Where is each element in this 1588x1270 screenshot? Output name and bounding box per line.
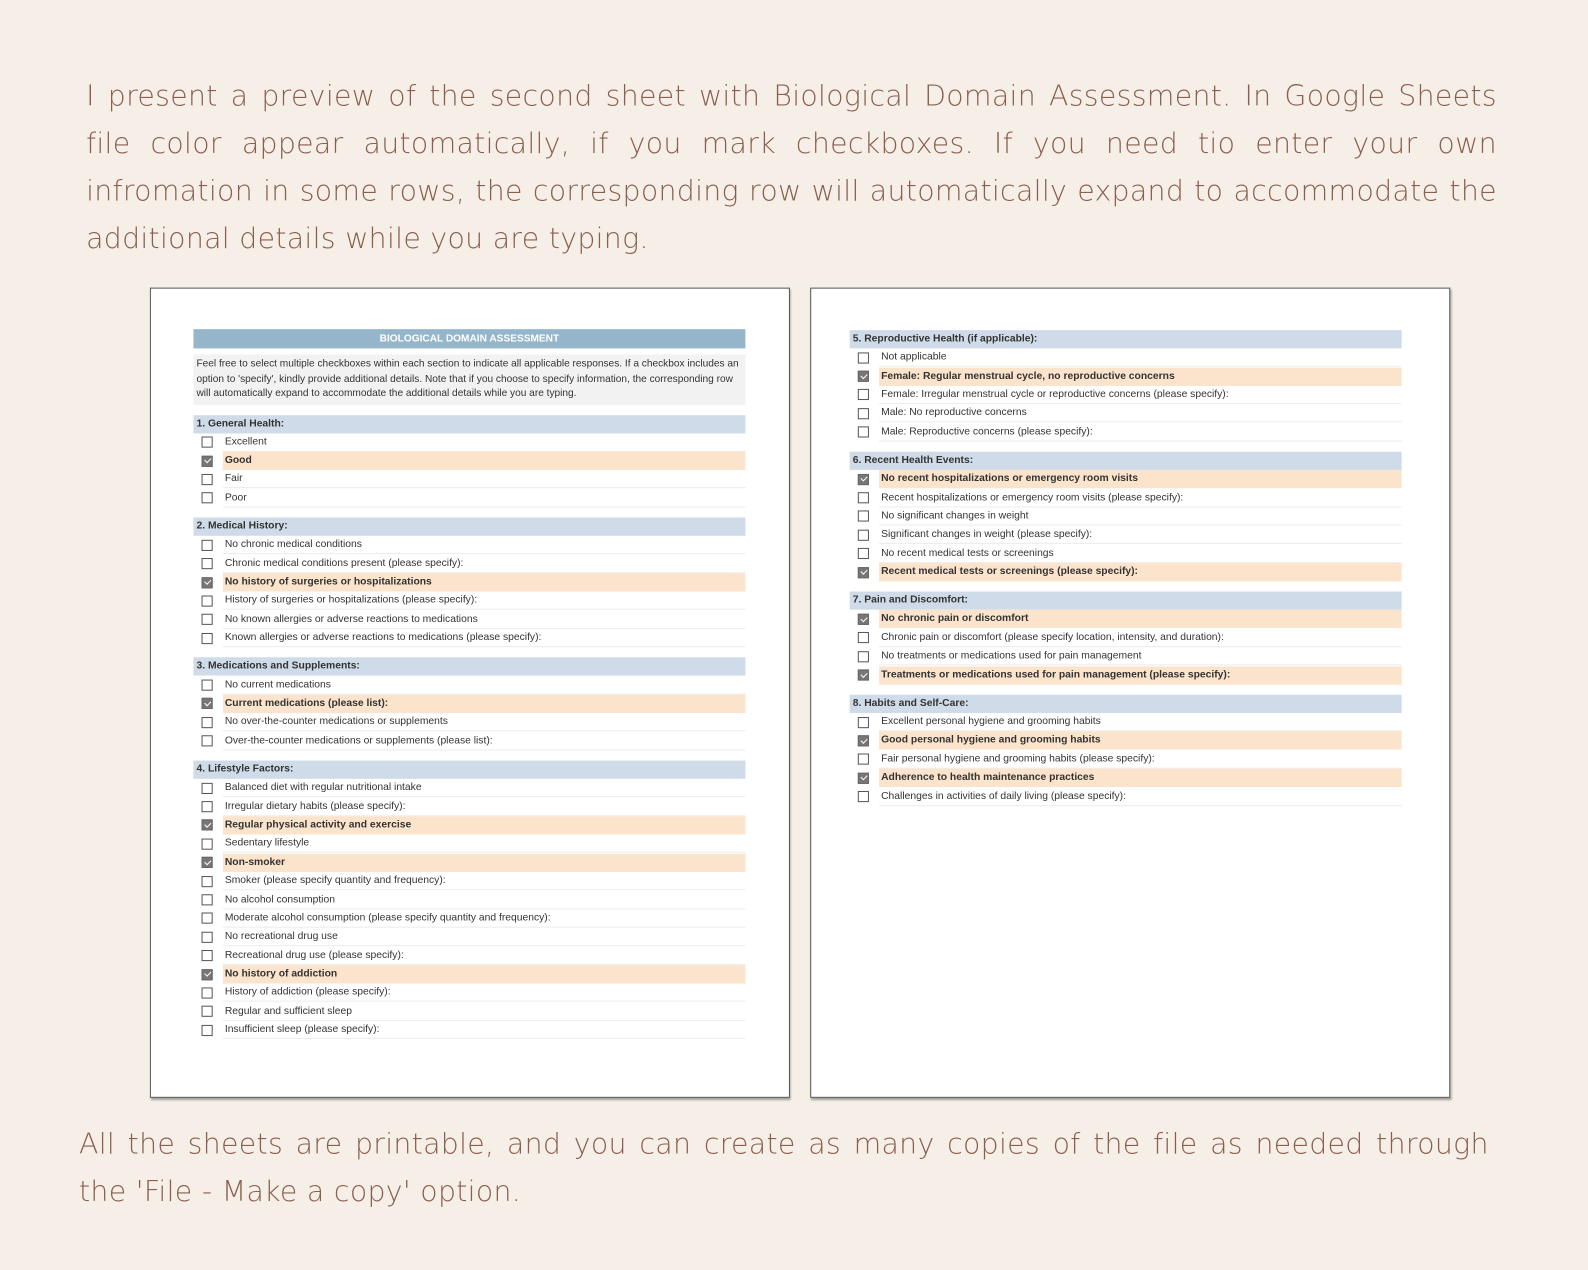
checklist-label[interactable]: Irregular dietary habits (please specify): bbox=[223, 798, 746, 816]
section-header: 3. Medications and Supplements: bbox=[193, 658, 745, 676]
checkbox-checked[interactable] bbox=[202, 857, 213, 868]
checkbox[interactable] bbox=[858, 529, 869, 540]
section-header: 1. General Health: bbox=[193, 415, 745, 433]
checklist-row bbox=[193, 965, 745, 984]
checklist-label[interactable]: Moderate alcohol consumption (please specify quantity and frequency): bbox=[223, 909, 746, 927]
checkbox[interactable] bbox=[202, 950, 213, 961]
checkbox[interactable] bbox=[858, 651, 869, 662]
checkbox[interactable] bbox=[202, 540, 213, 551]
checklist-row bbox=[850, 367, 1402, 386]
checkbox-checked[interactable] bbox=[858, 567, 869, 578]
checklist-row bbox=[193, 891, 745, 910]
assessment-section bbox=[850, 330, 1402, 441]
checklist-label[interactable]: Regular and sufficient sleep bbox=[223, 1002, 746, 1020]
checklist-row bbox=[193, 676, 745, 695]
sections-container bbox=[193, 415, 745, 1040]
checklist-row bbox=[193, 573, 745, 592]
assessment-section bbox=[193, 761, 745, 1040]
checkbox[interactable] bbox=[858, 754, 869, 765]
assessment-section bbox=[193, 518, 745, 648]
checklist-row bbox=[193, 872, 745, 891]
section-header: 7. Pain and Discomfort: bbox=[850, 592, 1402, 610]
checklist-label[interactable]: Recent hospitalizations or emergency room visits (please specify): bbox=[879, 489, 1402, 507]
checklist-label[interactable]: Chronic pain or discomfort (please specify location, intensity, and duration): bbox=[879, 629, 1402, 647]
checklist-row bbox=[850, 750, 1402, 769]
checklist-row bbox=[193, 928, 745, 947]
checklist-label[interactable]: No over-the-counter medications or supplements bbox=[223, 713, 746, 731]
checkbox-checked[interactable] bbox=[858, 772, 869, 783]
checkbox[interactable] bbox=[202, 987, 213, 998]
checkbox[interactable] bbox=[858, 511, 869, 522]
checklist-row bbox=[850, 647, 1402, 666]
checklist-row bbox=[193, 816, 745, 835]
section-header: 8. Habits and Self-Care: bbox=[850, 695, 1402, 713]
checkbox-checked[interactable] bbox=[202, 820, 213, 831]
checklist-row bbox=[193, 610, 745, 629]
checkbox[interactable] bbox=[202, 783, 213, 794]
checklist-row bbox=[193, 909, 745, 928]
outro-description: All the sheets are printable, and you can create as many copies of the file as needed through the 'File - Make a copy' option. bbox=[78, 1127, 1489, 1209]
checklist-row bbox=[850, 488, 1402, 507]
checkbox[interactable] bbox=[202, 633, 213, 644]
checklist-label[interactable]: Insufficient sleep (please specify): bbox=[223, 1021, 746, 1039]
checklist-label[interactable]: Recreational drug use (please specify): bbox=[223, 947, 746, 965]
checkbox[interactable] bbox=[202, 614, 213, 625]
checklist-label[interactable]: Female: Irregular menstrual cycle or reproductive concerns (please specify): bbox=[879, 386, 1402, 404]
checklist-row bbox=[193, 489, 745, 508]
checkbox[interactable] bbox=[858, 408, 869, 419]
checkbox[interactable] bbox=[202, 717, 213, 728]
checklist-label[interactable]: Adherence to health maintenance practices bbox=[879, 769, 1402, 787]
checklist-row bbox=[850, 563, 1402, 582]
sections-container bbox=[850, 330, 1402, 806]
checklist-row bbox=[850, 629, 1402, 648]
checkbox-checked[interactable] bbox=[858, 735, 869, 746]
checkbox[interactable] bbox=[202, 838, 213, 849]
checkbox-checked[interactable] bbox=[202, 698, 213, 709]
checklist-label[interactable]: Challenges in activities of daily living (please specify): bbox=[879, 788, 1402, 806]
checklist-row bbox=[193, 452, 745, 471]
checkbox[interactable] bbox=[202, 558, 213, 569]
checkbox[interactable] bbox=[202, 595, 213, 606]
checklist-label[interactable]: Balanced diet with regular nutritional intake bbox=[223, 779, 746, 797]
checkbox[interactable] bbox=[202, 474, 213, 485]
checklist-row bbox=[193, 695, 745, 714]
checkbox-checked[interactable] bbox=[858, 614, 869, 625]
checklist-label[interactable]: Recent medical tests or screenings (please specify): bbox=[879, 563, 1402, 581]
checklist-row bbox=[193, 853, 745, 872]
checklist-label[interactable]: Over-the-counter medications or supplements (please list): bbox=[223, 732, 746, 750]
intro-description: I present a preview of the second sheet with Biological Domain Assessment. In Google Sheets file color appear automatically, if you mark checkboxes. If you need tio enter your own infromation in some rows, the corresponding row will automatically expand to accommodate the additional details while you are typing. bbox=[86, 78, 1497, 256]
checklist-label[interactable]: Significant changes in weight (please specify): bbox=[879, 526, 1402, 544]
section-header: 4. Lifestyle Factors: bbox=[193, 761, 745, 779]
checkbox[interactable] bbox=[202, 913, 213, 924]
checklist-row bbox=[850, 610, 1402, 629]
assessment-section bbox=[850, 452, 1402, 582]
checkbox-checked[interactable] bbox=[858, 670, 869, 681]
checklist-row bbox=[193, 1002, 745, 1021]
checklist-label[interactable]: No alcohol consumption bbox=[223, 891, 746, 909]
assessment-section bbox=[193, 658, 745, 751]
sheet-title: BIOLOGICAL DOMAIN ASSESSMENT bbox=[193, 329, 745, 348]
checklist-label[interactable]: Good bbox=[223, 452, 746, 470]
checklist-row bbox=[850, 386, 1402, 405]
checkbox-checked[interactable] bbox=[202, 455, 213, 466]
checkbox[interactable] bbox=[202, 736, 213, 747]
checkbox-checked[interactable] bbox=[202, 969, 213, 980]
sheet-page-2 bbox=[810, 288, 1450, 1098]
checklist-label[interactable]: Known allergies or adverse reactions to medications (please specify): bbox=[223, 629, 746, 647]
checklist-label[interactable]: No recent medical tests or screenings bbox=[879, 545, 1402, 563]
checklist-label[interactable]: No current medications bbox=[223, 676, 746, 694]
checklist-label[interactable]: No history of surgeries or hospitalizations bbox=[223, 573, 746, 591]
checkbox-checked[interactable] bbox=[858, 371, 869, 382]
checklist-label[interactable]: Female: Regular menstrual cycle, no reproductive concerns bbox=[879, 367, 1402, 385]
checkbox[interactable] bbox=[202, 1006, 213, 1017]
checklist-label[interactable]: Fair bbox=[223, 470, 746, 488]
checkbox-checked[interactable] bbox=[202, 577, 213, 588]
checklist-row bbox=[850, 713, 1402, 732]
checklist-row bbox=[193, 732, 745, 751]
checklist-label[interactable]: History of addiction (please specify): bbox=[223, 984, 746, 1002]
checklist-label[interactable]: No chronic pain or discomfort bbox=[879, 610, 1402, 628]
checkbox[interactable] bbox=[858, 352, 869, 363]
checklist-row bbox=[193, 470, 745, 489]
checklist-label[interactable]: Male: Reproductive concerns (please specify): bbox=[879, 423, 1402, 441]
checklist-row bbox=[193, 1021, 745, 1040]
checklist-row bbox=[193, 984, 745, 1003]
checklist-label[interactable]: Regular physical activity and exercise bbox=[223, 816, 746, 834]
checklist-label[interactable]: Current medications (please list): bbox=[223, 695, 746, 713]
checklist-row bbox=[193, 835, 745, 854]
checklist-row bbox=[850, 348, 1402, 367]
checklist-label[interactable]: Smoker (please specify quantity and frequency): bbox=[223, 872, 746, 890]
checklist-label[interactable]: Not applicable bbox=[879, 349, 1402, 367]
checklist-row bbox=[850, 423, 1402, 442]
checkbox[interactable] bbox=[202, 932, 213, 943]
checkbox[interactable] bbox=[202, 493, 213, 504]
checklist-label[interactable]: No recent hospitalizations or emergency room visits bbox=[879, 470, 1402, 488]
checkbox[interactable] bbox=[202, 1025, 213, 1036]
section-header: 6. Recent Health Events: bbox=[850, 452, 1402, 470]
checklist-row bbox=[850, 544, 1402, 563]
checklist-row bbox=[193, 536, 745, 555]
checklist-row bbox=[193, 433, 745, 452]
section-header: 2. Medical History: bbox=[193, 518, 745, 536]
checklist-row bbox=[193, 713, 745, 732]
checklist-label[interactable]: No chronic medical conditions bbox=[223, 536, 746, 554]
checkbox[interactable] bbox=[202, 680, 213, 691]
checkbox[interactable] bbox=[202, 437, 213, 448]
checkbox[interactable] bbox=[858, 427, 869, 438]
section-header: 5. Reproductive Health (if applicable): bbox=[850, 330, 1402, 348]
checkbox[interactable] bbox=[858, 389, 869, 400]
checklist-label[interactable]: Fair personal hygiene and grooming habits (please specify): bbox=[879, 750, 1402, 768]
checkbox[interactable] bbox=[202, 876, 213, 887]
checklist-row bbox=[850, 404, 1402, 423]
checklist-label[interactable]: Non-smoker bbox=[223, 853, 746, 871]
checklist-label[interactable]: Good personal hygiene and grooming habits bbox=[879, 732, 1402, 750]
checklist-row bbox=[193, 592, 745, 611]
checkbox[interactable] bbox=[202, 894, 213, 905]
assessment-section bbox=[193, 415, 745, 508]
checklist-row bbox=[850, 787, 1402, 806]
checklist-row bbox=[193, 554, 745, 573]
checkbox[interactable] bbox=[858, 492, 869, 503]
checkbox[interactable] bbox=[858, 717, 869, 728]
checkbox-checked[interactable] bbox=[858, 474, 869, 485]
assessment-section bbox=[850, 695, 1402, 806]
checklist-row bbox=[850, 731, 1402, 750]
checklist-label[interactable]: No significant changes in weight bbox=[879, 507, 1402, 525]
checklist-label[interactable]: Treatments or medications used for pain management (please specify): bbox=[879, 666, 1402, 684]
checkbox[interactable] bbox=[858, 548, 869, 559]
checklist-label[interactable]: No known allergies or adverse reactions to medications bbox=[223, 611, 746, 629]
checklist-row bbox=[193, 779, 745, 798]
checklist-row bbox=[850, 470, 1402, 489]
checklist-label[interactable]: History of surgeries or hospitalizations (please specify): bbox=[223, 592, 746, 610]
checkbox[interactable] bbox=[202, 801, 213, 812]
checklist-row bbox=[193, 629, 745, 648]
checklist-label[interactable]: No treatments or medications used for pain management bbox=[879, 647, 1402, 665]
checklist-row bbox=[850, 769, 1402, 788]
checklist-label[interactable]: Excellent bbox=[223, 433, 746, 451]
checklist-row bbox=[193, 946, 745, 965]
checklist-row bbox=[193, 797, 745, 816]
checklist-label[interactable]: Poor bbox=[223, 489, 746, 507]
instructions-note: Feel free to select multiple checkboxes within each section to indicate all applicable responses. If a checkbox includes an option to 'specify', kindly provide additional details. Note that if you choose to specify information, the corresponding row will automatically expand to accommodate the additional details while you are typing. bbox=[193, 354, 745, 404]
checklist-label[interactable]: Sedentary lifestyle bbox=[223, 835, 746, 853]
sheet-page-1 bbox=[150, 288, 790, 1098]
checklist-row bbox=[850, 526, 1402, 545]
checklist-label[interactable]: Excellent personal hygiene and grooming habits bbox=[879, 713, 1402, 731]
checklist-label[interactable]: Chronic medical conditions present (please specify): bbox=[223, 555, 746, 573]
checklist-row bbox=[850, 666, 1402, 685]
checklist-label[interactable]: Male: No reproductive concerns bbox=[879, 404, 1402, 422]
checkbox[interactable] bbox=[858, 632, 869, 643]
checklist-label[interactable]: No recreational drug use bbox=[223, 928, 746, 946]
assessment-section bbox=[850, 592, 1402, 685]
checklist-label[interactable]: No history of addiction bbox=[223, 965, 746, 983]
checklist-row bbox=[850, 507, 1402, 526]
checkbox[interactable] bbox=[858, 791, 869, 802]
